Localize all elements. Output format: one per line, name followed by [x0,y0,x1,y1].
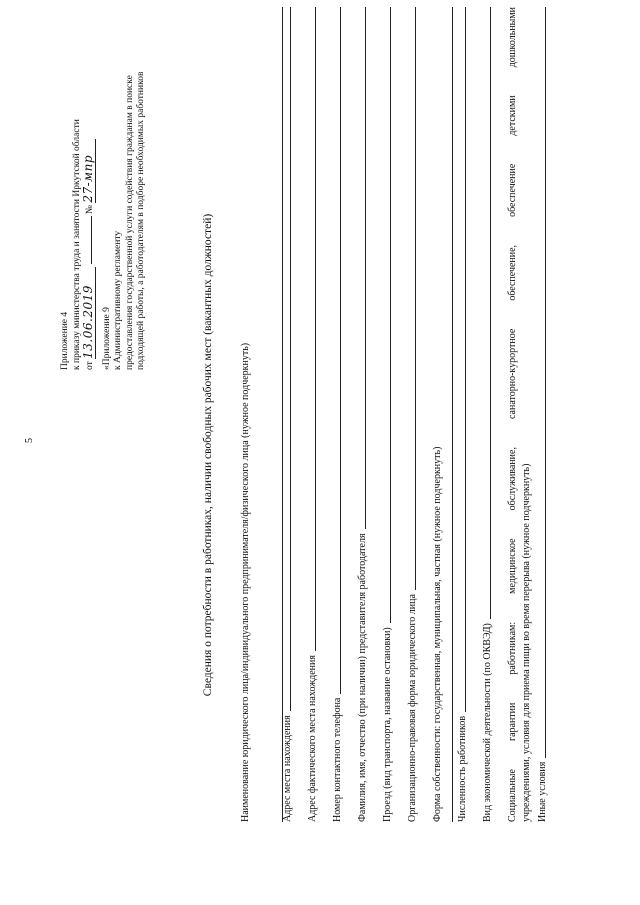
address-field[interactable] [290,7,291,711]
actual-address-row: Адрес фактического места нахождения [307,7,318,822]
appendix9-text-1: предоставления государственной услуги содействия гражданам в поиске [124,75,135,370]
appendix-number: 27-мпр [83,139,96,203]
headcount-field[interactable] [465,7,466,712]
ownership-row: Форма собственности: государственная, муниципальная, частная (нужное подчеркнуть) [432,446,443,822]
appendix-header [60,25,148,370]
representative-row: Фамилия, имя, отчество (при наличии) представителя работодателя [357,7,368,822]
okved-row: Вид экономической деятельности (по ОКВЭД) [482,7,493,822]
address-row: Адрес места нахождения [282,7,293,822]
headcount-row: Численность работников [457,7,468,822]
appendix-title: Приложение 4 [60,311,70,370]
transport-row: Проезд (вид транспорта, название остановки) [382,7,393,822]
transport-field[interactable] [390,7,391,623]
legal-form-field[interactable] [415,7,416,590]
guarantees-line-1: Социальные гарантии работникам: медицинское обслуживание, санаторно-курортное обеспечение, обеспечение детскими дошкольными [507,7,518,822]
other-conditions-field[interactable] [545,7,546,758]
appendix9-text-2: подходящей работы, а работодателям в подборе необходимых работников [136,71,146,370]
other-conditions-row: Иные условия [537,7,548,822]
representative-field[interactable] [365,7,366,529]
actual-address-field[interactable] [315,7,316,651]
phone-row: Номер контактного телефона [332,7,343,822]
appendix-date: 13.06.2019 [83,267,96,359]
appendix-order-ref: к приказу министерства труда и занятости Иркутской области [71,119,82,370]
blank-line [452,7,453,822]
appendix9-title: «Приложение 9 [101,307,112,370]
appendix9-ref: к Административному регламенту [113,230,123,370]
okved-field[interactable] [490,7,491,619]
page-number: 5 [24,438,35,443]
form-title: Сведения о потребности в работниках, наличии свободных рабочих мест (вакантных должностей) [202,213,214,697]
legal-form-row: Организационно-правовая форма юридического лица [407,7,418,822]
appendix-date-line: от 13.06.2019 № 27-мпр [83,25,97,370]
employer-name-row: Наименование юридического лица/индивидуального предпринимателя/физического лица (нужное подчеркнуть) [240,342,251,822]
phone-field[interactable] [340,7,341,694]
guarantees-line-2: учреждениями, условия для приема пищи во время перерыва (нужное подчеркнуть) [521,463,532,822]
